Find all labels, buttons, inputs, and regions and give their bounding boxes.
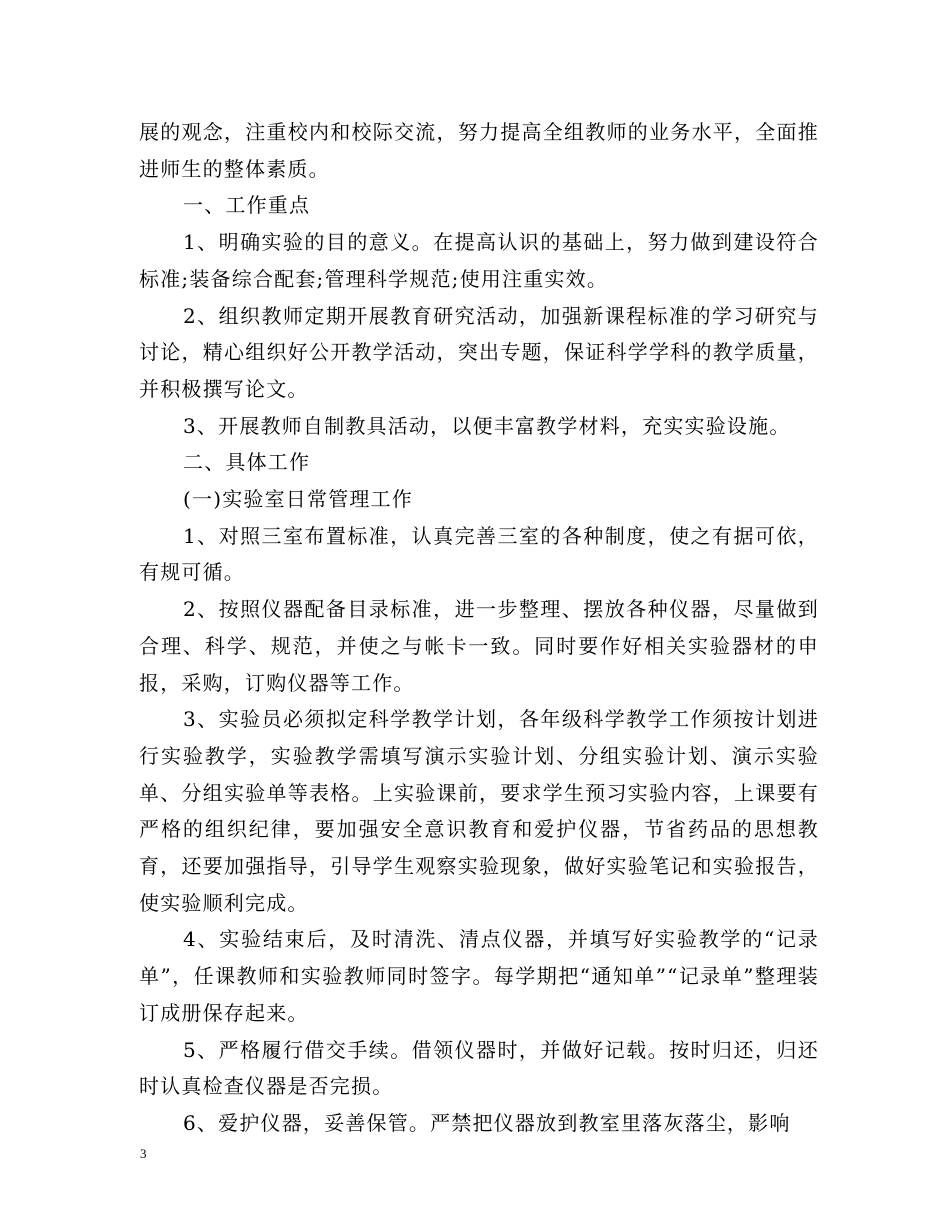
page-number: 3 [140, 1146, 147, 1161]
paragraph: 3、开展教师自制教具活动，以便丰富教学材料，充实实验设施。 [183, 413, 791, 438]
paragraph: 2、按照仪器配备目录标准，进一步整理、摆放各种仪器，尽量做到合理、科学、规范，并使之与帐卡一致。同时要作好相关实验器材的申报，采购，订购仪器等工作。 [139, 597, 819, 695]
paragraph: 1、明确实验的目的意义。在提高认识的基础上，努力做到建设符合标准;装备综合配套;管理科学规范;使用注重实效。 [139, 230, 819, 291]
paragraph: 5、严格履行借交手续。借领仪器时，并做好记载。按时归还，归还时认真检查仪器是否完损。 [139, 1037, 819, 1099]
section-heading: 一、工作重点 [183, 193, 311, 218]
paragraph: 3、实验员必须拟定科学教学计划，各年级科学教学工作须按计划进行实验教学，实验教学需填写演示实验计划、分组实验计划、演示实验单、分组实验单等表格。上实验课前，要求学生预习实验内容，上课要有严格的组织纪律，要加强安全意识教育和爱护仪器，节省药品的思想教育，还要加强指导，引导学生观察实验现象，做好实验笔记和实验报告，使实验顺利完成。 [139, 707, 819, 915]
paragraph: 1、对照三室布置标准，认真完善三室的各种制度，使之有据可依，有规可循。 [139, 523, 819, 585]
paragraph: 6、爱护仪器，妥善保管。严禁把仪器放到教室里落灰落尘，影响 [183, 1110, 791, 1135]
paragraph: 展的观念，注重校内和校际交流，努力提高全组教师的业务水平，全面推进师生的整体素质。 [139, 120, 819, 181]
section-heading: 二、具体工作 [183, 450, 311, 475]
subsection-heading: (一)实验室日常管理工作 [183, 487, 414, 512]
document-body [139, 114, 819, 1142]
paragraph: 2、组织教师定期开展教育研究活动，加强新课程标准的学习研究与讨论，精心组织好公开教学活动，突出专题，保证科学学科的教学质量，并积极撰写论文。 [139, 303, 819, 401]
paragraph: 4、实验结束后，及时清洗、清点仪器，并填写好实验教学的“记录单”，任课教师和实验教师同时签字。每学期把“通知单”“记录单”整理装订成册保存起来。 [139, 927, 819, 1025]
